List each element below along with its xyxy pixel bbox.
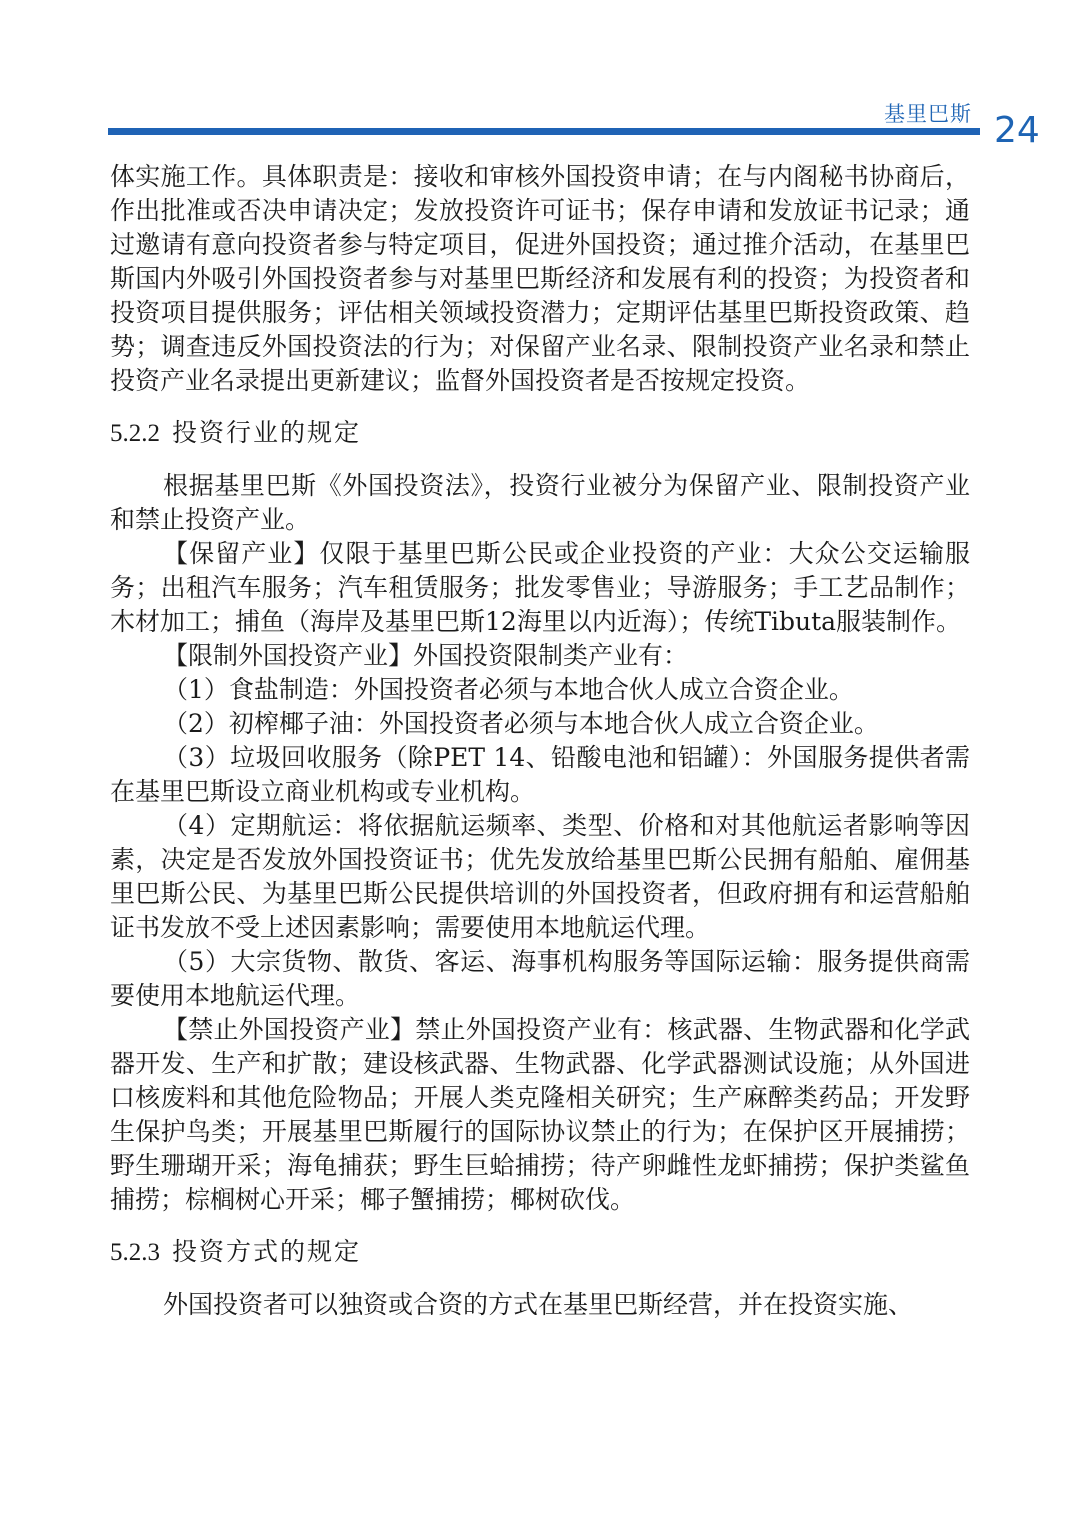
section-heading-5-2-3 <box>110 1235 970 1270</box>
paragraph-prohibited-industries: 【禁止外国投资产业】禁止外国投资产业有：核武器、生物武器和化学武器开发、生产和扩散；建设核武器、生物武器、化学武器测试设施；从外国进口核废料和其他危险物品；开展人类克隆相关研究；生产麻醉类药品；开发野生保护鸟类；开展基里巴斯履行的国际协议禁止的行为；在保护区开展捕捞；野生珊瑚开采；海龟捕获；野生巨蛤捕捞；待产卵雌性龙虾捕捞；保护类鲨鱼捕捞；棕榈树心开采；椰子蟹捕捞；椰树砍伐。 <box>110 1015 970 1214</box>
section-heading-5-2-2 <box>110 416 970 451</box>
list-item-restricted-4: （4）定期航运：将依据航运频率、类型、价格和对其他航运者影响等因素，决定是否发放外国投资证书；优先发放给基里巴斯公民拥有船舶、雇佣基里巴斯公民、为基里巴斯公民提供培训的外国投资者，但政府拥有和运营船舶证书发放不受上述因素影响；需要使用本地航运代理。 <box>110 811 970 942</box>
paragraph-intro: 体实施工作。具体职责是：接收和审核外国投资申请；在与内阁秘书协商后，作出批准或否决申请决定；发放投资许可证书；保存申请和发放证书记录；通过邀请有意向投资者参与特定项目，促进外国投资；通过推介活动，在基里巴斯国内外吸引外国投资者参与对基里巴斯经济和发展有利的投资；为投资者和投资项目提供服务；评估相关领域投资潜力；定期评估基里巴斯投资政策、趋势；调查违反外国投资法的行为；对保留产业名录、限制投资产业名录和禁止投资产业名录提出更新建议；监督外国投资者是否按规定投资。 <box>110 162 970 395</box>
page-number: 24 <box>994 110 1040 151</box>
running-header-title: 基里巴斯 <box>884 102 972 126</box>
list-item-restricted-2: （2）初榨椰子油：外国投资者必须与本地合伙人成立合资企业。 <box>163 709 879 738</box>
list-item-restricted-5: （5）大宗货物、散货、客运、海事机构服务等国际运输：服务提供商需要使用本地航运代理。 <box>110 947 970 1010</box>
paragraph-industry-classes: 根据基里巴斯《外国投资法》，投资行业被分为保留产业、限制投资产业和禁止投资产业。 <box>110 471 970 534</box>
section-title: 投资行业的规定 <box>172 418 362 447</box>
section-number: 5.2.2 <box>110 420 160 447</box>
section-number: 5.2.3 <box>110 1239 160 1266</box>
list-item-restricted-1: （1）食盐制造：外国投资者必须与本地合伙人成立合资企业。 <box>163 675 854 704</box>
section-title: 投资方式的规定 <box>172 1237 362 1266</box>
paragraph-investment-methods: 外国投资者可以独资或合资的方式在基里巴斯经营，并在投资实施、 <box>163 1290 914 1319</box>
paragraph-reserved-industries: 【保留产业】仅限于基里巴斯公民或企业投资的产业：大众公交运输服务；出租汽车服务；汽车租赁服务；批发零售业；导游服务；手工艺品制作；木材加工；捕鱼（海岸及基里巴斯12海里以内近海）；传统Tibuta服装制作。 <box>110 539 970 636</box>
header-rule <box>108 128 980 135</box>
page-body <box>110 160 970 1322</box>
list-item-restricted-3: （3）垃圾回收服务（除PET 14、铅酸电池和铝罐）：外国服务提供者需在基里巴斯设立商业机构或专业机构。 <box>110 743 970 806</box>
paragraph-restricted-intro: 【限制外国投资产业】外国投资限制类产业有： <box>163 641 689 670</box>
